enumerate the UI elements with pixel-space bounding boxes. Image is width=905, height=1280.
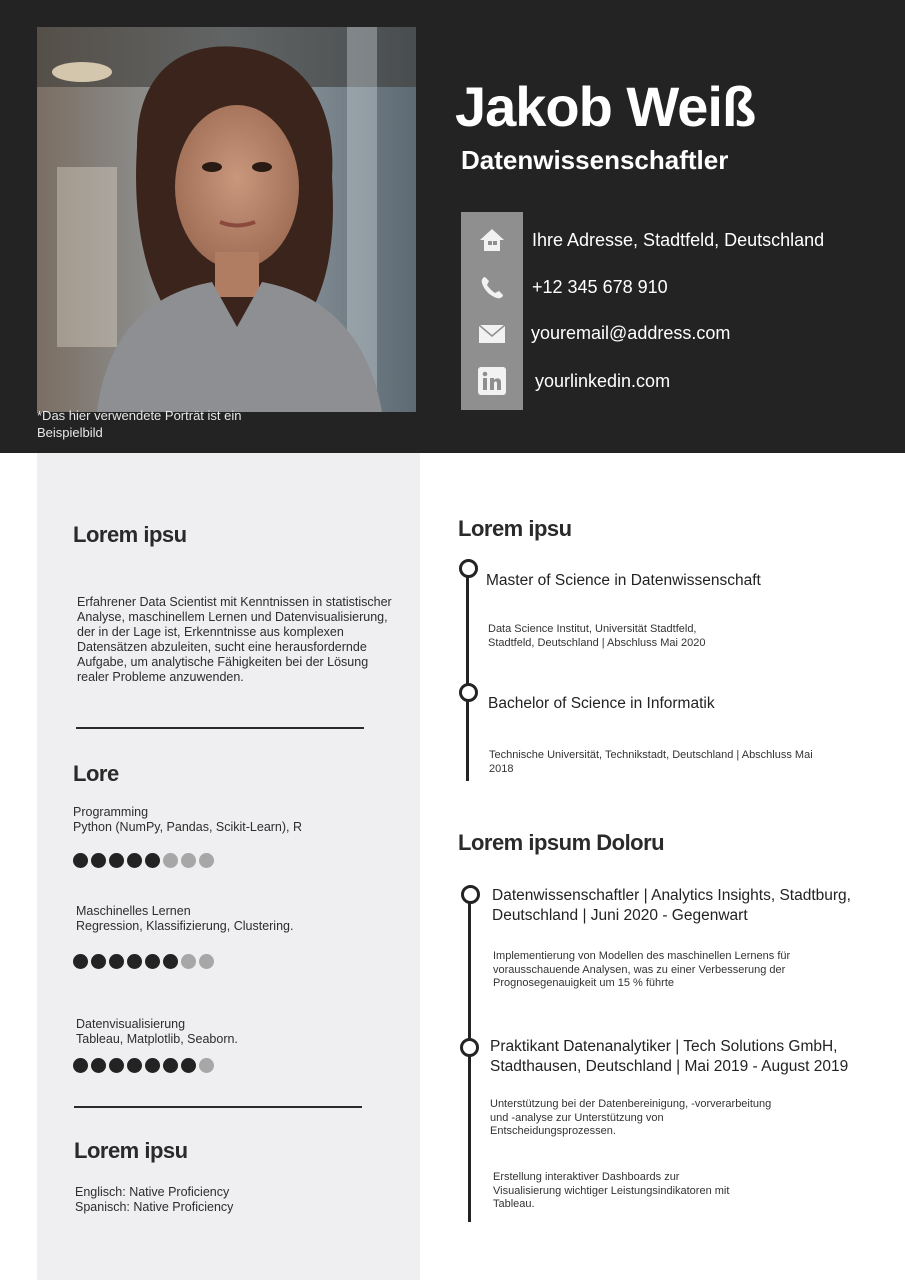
timeline-node [460,1038,479,1057]
contact-address: Ihre Adresse, Stadtfeld, Deutschland [532,230,825,250]
candidate-role: Datenwissenschaftler [461,145,729,175]
rating-dot-filled [91,954,106,969]
contact-email: youremail@address.com [531,323,731,343]
linkedin-icon [476,365,508,397]
rating-dot-empty [181,954,196,969]
skill-rating [73,954,214,969]
timeline-node [459,683,478,702]
contact-linkedin: yourlinkedin.com [535,371,671,391]
divider [76,727,364,729]
experience-detail: Erstellung interaktiver Dashboards zur Visualisierung wichtiger Leistungsindikatoren mit Tableau. [493,1171,730,1210]
education-detail: Technische Universität, Technikstadt, Deutschland | Abschluss Mai 2018 [489,749,813,775]
experience-title: Lorem ipsum Doloru [458,830,665,855]
language-item: Spanisch: Native Proficiency [75,1200,234,1214]
portrait-photo [37,27,416,412]
rating-dot-filled [91,853,106,868]
language-item: Englisch: Native Proficiency [75,1185,230,1199]
rating-dot-empty [199,1058,214,1073]
rating-dot-filled [181,1058,196,1073]
rating-dot-filled [73,954,88,969]
education-title: Lorem ipsu [458,516,572,541]
rating-dot-filled [91,1058,106,1073]
rating-dot-filled [163,1058,178,1073]
skill-rating [73,1058,214,1073]
education-degree: Bachelor of Science in Informatik [488,695,715,712]
timeline-node [461,885,480,904]
education-degree: Master of Science in Datenwissenschaft [486,572,761,589]
skill-detail: Regression, Klassifizierung, Clustering. [76,919,294,933]
skill-name: Programming [73,805,149,819]
rating-dot-filled [163,954,178,969]
profile-text: Erfahrener Data Scientist mit Kenntnissen in statistischer Analyse, maschinellem Lernen und Datenvisualisierung, der in der Lage ist, Erkenntnisse aus komplexen Datensätzen abzuleiten, sucht eine herausfordernde Aufgabe, um analytische Fähigkeiten bei der Lösung realer Probleme anzuwenden. [77,595,392,684]
mail-icon [476,318,508,350]
divider [74,1106,362,1108]
rating-dot-filled [145,853,160,868]
rating-dot-filled [73,1058,88,1073]
experience-detail: Implementierung von Modellen des maschinellen Lernens für vorausschauende Analysen, was zu einer Verbesserung der Prognosegenauigkeit um 15 % führte [493,950,791,989]
rating-dot-empty [163,853,178,868]
phone-icon [476,272,508,304]
skill-rating [73,853,214,868]
skills-title: Lore [73,761,119,786]
home-icon [476,224,508,256]
education-detail: Data Science Institut, Universität Stadtfeld, Stadtfeld, Deutschland | Abschluss Mai 2020 [488,623,706,649]
rating-dot-filled [109,1058,124,1073]
rating-dot-filled [127,1058,142,1073]
rating-dot-filled [145,1058,160,1073]
languages-title: Lorem ipsu [74,1138,188,1163]
contact-phone: +12 345 678 910 [532,277,668,297]
profile-title: Lorem ipsu [73,522,187,547]
rating-dot-filled [109,954,124,969]
timeline-node [459,559,478,578]
experience-role: Praktikant Datenanalytiker | Tech Solutions GmbH, Stadthausen, Deutschland | Mai 2019 - August 2019 [490,1038,849,1075]
rating-dot-filled [127,853,142,868]
experience-role: Datenwissenschaftler | Analytics Insights, Stadtburg, Deutschland | Juni 2020 - Gegenwart [492,887,851,924]
skill-detail: Python (NumPy, Pandas, Scikit-Learn), R [73,820,303,834]
experience-timeline [468,900,471,1222]
candidate-name: Jakob Weiß [455,75,756,138]
rating-dot-empty [181,853,196,868]
rating-dot-filled [127,954,142,969]
skill-name: Maschinelles Lernen [76,904,191,918]
photo-note: *Das hier verwendete Porträt ist ein Beispielbild [37,408,242,440]
rating-dot-filled [109,853,124,868]
rating-dot-filled [73,853,88,868]
rating-dot-filled [145,954,160,969]
rating-dot-empty [199,853,214,868]
rating-dot-empty [199,954,214,969]
education-timeline [466,575,469,781]
skill-detail: Tableau, Matplotlib, Seaborn. [76,1032,238,1046]
experience-detail: Unterstützung bei der Datenbereinigung, -vorverarbeitung und -analyse zur Unterstützung von Entscheidungsprozessen. [490,1098,772,1137]
skill-name: Datenvisualisierung [76,1017,186,1031]
